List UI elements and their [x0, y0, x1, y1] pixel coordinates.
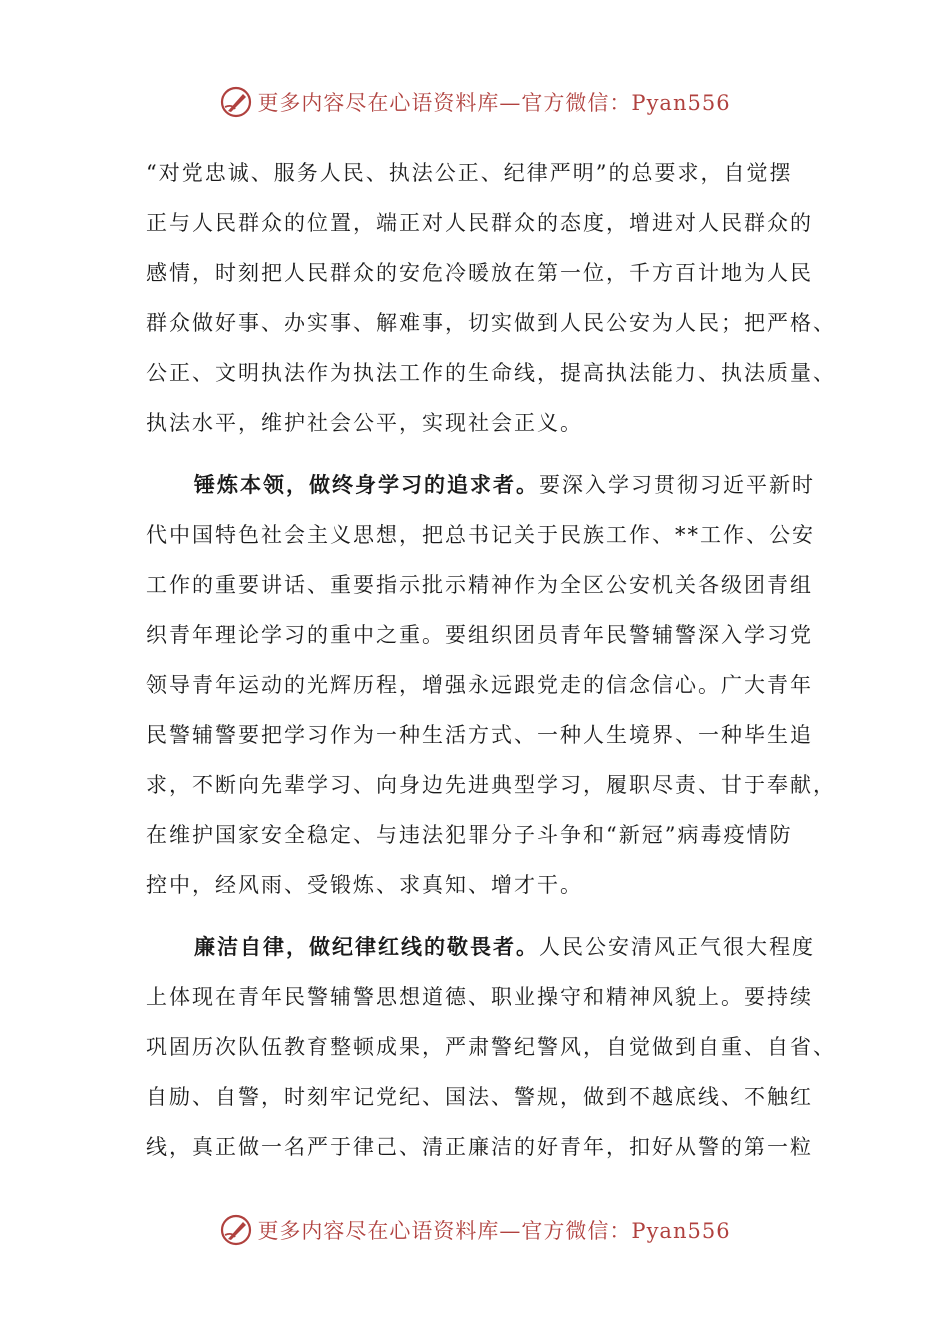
- text-line: 领导青年运动的光辉历程，增强永远跟党走的信念信心。广大青年: [146, 673, 813, 697]
- paragraph: [146, 460, 836, 910]
- text-line: 巩固历次队伍教育整顿成果，严肃警纪警风，自觉做到自重、自省、: [146, 1035, 836, 1059]
- footer-watermark: [0, 1208, 950, 1252]
- text-line: 求，不断向先辈学习、向身边先进典型学习，履职尽责、甘于奉献，: [146, 773, 836, 797]
- text-line: 执法水平，维护社会公平，实现社会正义。: [146, 411, 583, 435]
- quill-pen-logo-icon: [219, 85, 253, 119]
- watermark-text: 更多内容尽在心语资料库—官方微信：Pyan556: [257, 1219, 731, 1243]
- text-line: 正与人民群众的位置，端正对人民群众的态度，增进对人民群众的: [146, 211, 813, 235]
- paragraph-heading: 廉洁自律，做纪律红线的敬畏者。: [194, 934, 539, 959]
- watermark-text: 更多内容尽在心语资料库—官方微信：Pyan556: [257, 91, 731, 115]
- text-line: 织青年理论学习的重中之重。要组织团员青年民警辅警深入学习党: [146, 623, 813, 647]
- paragraph-heading: 锤炼本领，做终身学习的追求者。: [194, 472, 539, 497]
- text-line: [146, 460, 815, 510]
- text-line: 代中国特色社会主义思想，把总书记关于民族工作、**工作、公安: [146, 523, 815, 547]
- header-watermark: [0, 80, 950, 124]
- text-line: 群众做好事、办实事、解难事，切实做到人民公安为人民；把严格、: [146, 311, 836, 335]
- text-line: 上体现在青年民警辅警思想道德、职业操守和精神风貌上。要持续: [146, 985, 813, 1009]
- text-run: 要深入学习贯彻习近平新时: [539, 473, 815, 497]
- text-line: 民警辅警要把学习作为一种生活方式、一种人生境界、一种毕生追: [146, 723, 813, 747]
- document-body: [146, 148, 836, 1172]
- paragraph: [146, 922, 836, 1172]
- text-line: “对党忠诚、服务人民、执法公正、纪律严明”的总要求，自觉摆: [146, 161, 793, 185]
- text-line: 感情，时刻把人民群众的安危冷暖放在第一位，千方百计地为人民: [146, 261, 813, 285]
- quill-pen-logo-icon: [219, 1213, 253, 1247]
- text-run: 人民公安清风正气很大程度: [539, 935, 815, 959]
- text-line: 线，真正做一名严于律己、清正廉洁的好青年，扣好从警的第一粒: [146, 1135, 813, 1159]
- text-line: 自励、自警，时刻牢记党纪、国法、警规，做到不越底线、不触红: [146, 1085, 813, 1109]
- paragraph: [146, 148, 836, 448]
- text-line: [146, 922, 815, 972]
- text-line: 控中，经风雨、受锻炼、求真知、增才干。: [146, 873, 583, 897]
- text-line: 公正、文明执法作为执法工作的生命线，提高执法能力、执法质量、: [146, 361, 836, 385]
- text-line: 在维护国家安全稳定、与违法犯罪分子斗争和“新冠”病毒疫情防: [146, 823, 793, 847]
- text-line: 工作的重要讲话、重要指示批示精神作为全区公安机关各级团青组: [146, 573, 813, 597]
